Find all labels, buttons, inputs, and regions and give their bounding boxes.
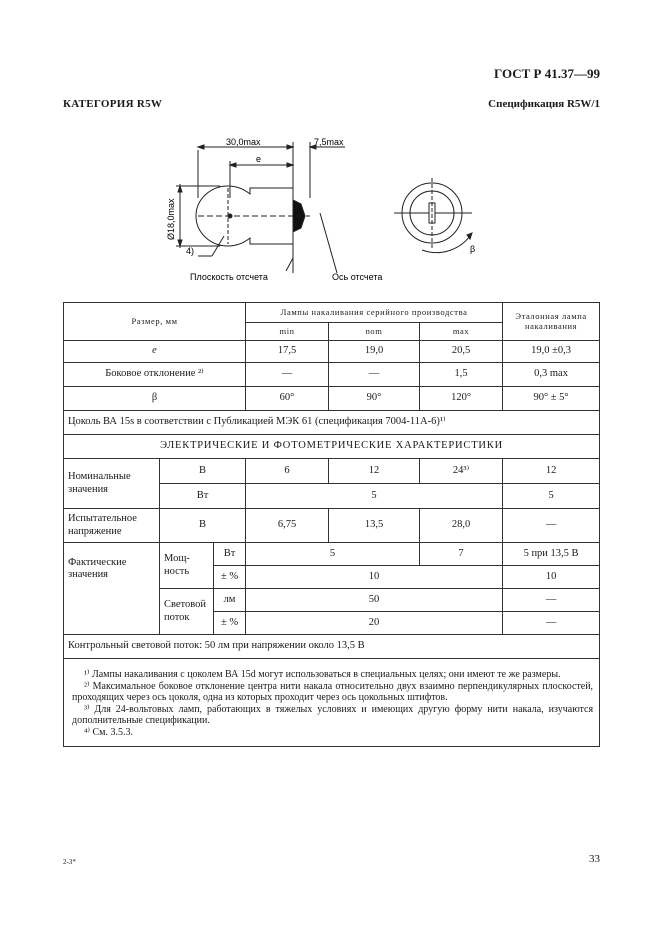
nominal-unit-v: В — [160, 459, 246, 484]
flux-unit: лм — [214, 589, 246, 612]
dim-e-label: e — [256, 154, 262, 164]
col-serial-header: Лампы накаливания серийного производства — [246, 303, 503, 323]
test-ref: — — [503, 509, 600, 543]
standard-number: ГОСТ Р 41.37—99 — [494, 66, 600, 81]
footnote-3: ³⁾ Для 24-вольтовых ламп, работающих в тяжелых условиях и имеющих другую форму нити накала, изучаются дополнительные спецификации. — [72, 703, 594, 726]
footnote-2: ²⁾ Максимальное боковое отклонение центра нити накала относительно двух взаимно перпендикулярных плоскостей, проходящих через ось цоколя, одна из которых проходит через ось цокольных штифтов. — [72, 680, 594, 703]
row-lateral-max: 1,5 — [420, 363, 503, 387]
dim-length-label: 30,0max — [226, 137, 261, 147]
lamp-drawing — [150, 128, 510, 288]
note-4-label: 4) — [186, 246, 195, 256]
dim-diameter-label: Ø18,0max — [166, 198, 176, 240]
test-voltage-label: Испытательное напряжение — [64, 509, 160, 543]
power-v12: 5 — [246, 543, 420, 566]
page-number: 33 — [589, 853, 600, 865]
specification-table — [63, 302, 600, 747]
row-beta-label: β — [64, 387, 246, 411]
nominal-label: Номинальные значения — [64, 459, 160, 509]
power-unit: Вт — [214, 543, 246, 566]
row-lateral-min: — — [246, 363, 329, 387]
row-e-nom: 19,0 — [329, 341, 420, 363]
nominal-v3: 24³⁾ — [420, 459, 503, 484]
nominal-v2: 12 — [329, 459, 420, 484]
row-e-min: 17,5 — [246, 341, 329, 363]
flux-tol: 20 — [246, 612, 503, 635]
col-min-header: min — [246, 323, 329, 341]
test-v2: 13,5 — [329, 509, 420, 543]
nominal-v1: 6 — [246, 459, 329, 484]
actual-label: Фактические значения — [64, 543, 160, 635]
specification-title: Спецификация R5W/1 — [488, 98, 600, 110]
reference-axis-label: Ось отсчета — [332, 272, 383, 282]
category-title: КАТЕГОРИЯ R5W — [63, 98, 163, 110]
nominal-unit-w: Вт — [160, 484, 246, 509]
power-v3: 7 — [420, 543, 503, 566]
col-max-header: max — [420, 323, 503, 341]
row-beta-ref: 90° ± 5° — [503, 387, 600, 411]
nominal-w-ref: 5 — [503, 484, 600, 509]
control-flux: Контрольный световой поток: 50 лм при напряжении около 13,5 В — [64, 635, 600, 659]
col-ref-header: Эталонная лампа накаливания — [503, 303, 600, 341]
row-lateral-nom: — — [329, 363, 420, 387]
test-v3: 28,0 — [420, 509, 503, 543]
section-title: ЭЛЕКТРИЧЕСКИЕ И ФОТОМЕТРИЧЕСКИЕ ХАРАКТЕРИСТИКИ — [64, 435, 600, 459]
flux-tol-ref: — — [503, 612, 600, 635]
row-beta-min: 60° — [246, 387, 329, 411]
col-nom-header: nom — [329, 323, 420, 341]
row-e-max: 20,5 — [420, 341, 503, 363]
dim-offset-label: 7,5max — [314, 137, 344, 147]
flux-ref: — — [503, 589, 600, 612]
row-beta-nom: 90° — [329, 387, 420, 411]
footnote-4: ⁴⁾ См. 3.5.3. — [84, 726, 133, 738]
flux-value: 50 — [246, 589, 503, 612]
base-note: Цоколь ВА 15s в соответствии с Публикацией МЭК 61 (спецификация 7004-11А-6)¹⁾ — [64, 411, 600, 435]
flux-tol-unit: ± % — [214, 612, 246, 635]
footnotes — [64, 659, 600, 747]
nominal-w: 5 — [246, 484, 503, 509]
power-tol: 10 — [246, 566, 503, 589]
power-tol-ref: 10 — [503, 566, 600, 589]
footnote-1: ¹⁾ Лампы накаливания с цоколем ВА 15d могут использоваться в специальных целях; они имеют те же размеры. — [84, 669, 561, 680]
row-beta-max: 120° — [420, 387, 503, 411]
row-e-label: e — [64, 341, 246, 363]
printer-mark: 2-3* — [63, 858, 76, 866]
row-e-ref: 19,0 ±0,3 — [503, 341, 600, 363]
test-unit: В — [160, 509, 246, 543]
flux-label: Световой поток — [160, 589, 214, 635]
test-v1: 6,75 — [246, 509, 329, 543]
row-lateral-ref: 0,3 max — [503, 363, 600, 387]
angle-label: β — [470, 244, 476, 254]
power-ref: 5 при 13,5 В — [503, 543, 600, 566]
power-label: Мощ-ность — [160, 543, 214, 589]
power-tol-unit: ± % — [214, 566, 246, 589]
nominal-v-ref: 12 — [503, 459, 600, 484]
col-size-header: Размер, мм — [64, 303, 246, 341]
row-lateral-label: Боковое отклонение ²⁾ — [64, 363, 246, 387]
reference-plane-label: Плоскость отсчета — [190, 272, 268, 282]
